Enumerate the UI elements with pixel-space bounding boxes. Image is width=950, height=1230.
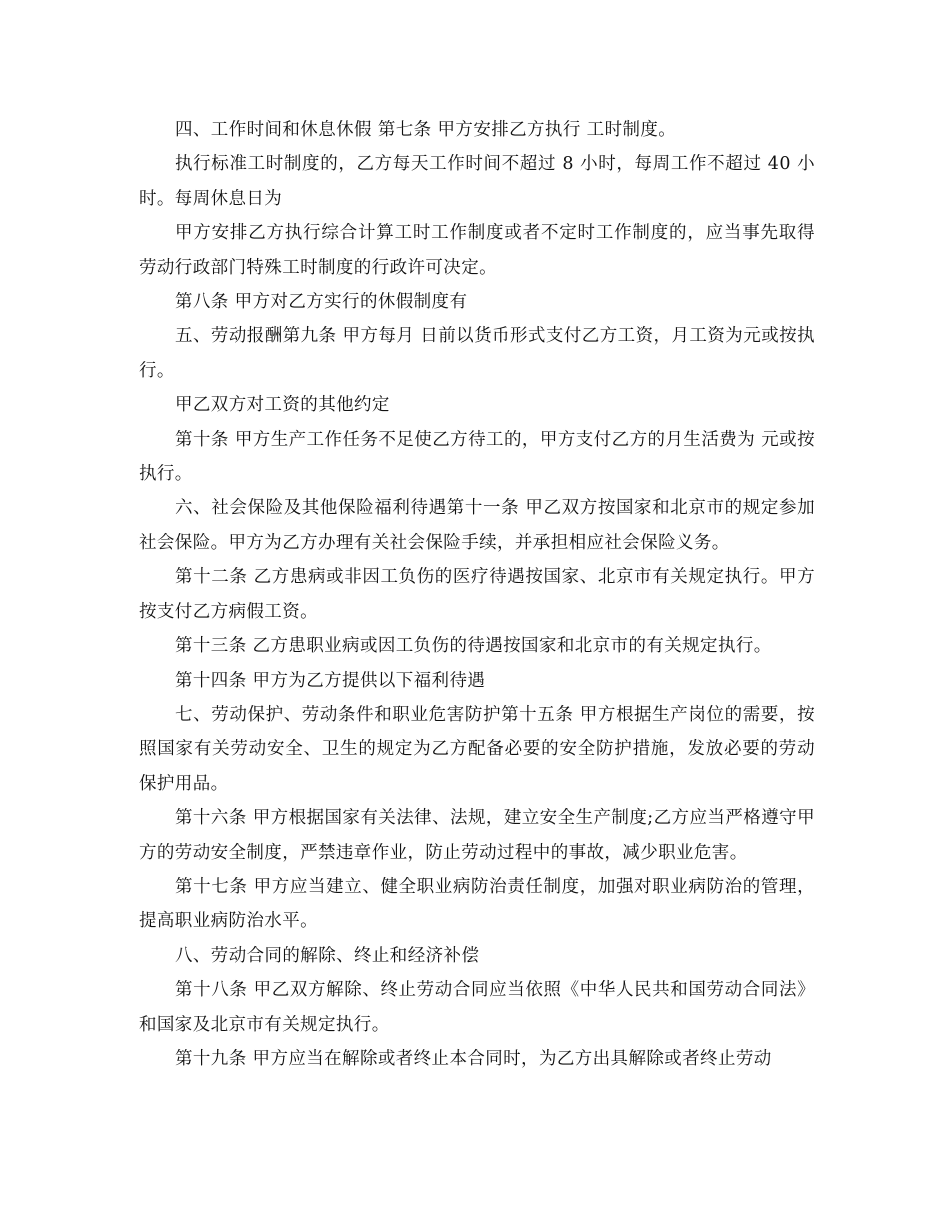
paragraph-1: 四、工作时间和休息休假 第七条 甲方安排乙方执行 工时制度。: [175, 120, 677, 140]
paragraph-15: 八、劳动合同的解除、终止和经济补偿: [175, 945, 480, 966]
paragraph-14: 第十七条 甲方应当建立、健全职业病防治责任制度，加强对职业病防治的管理，提高职业病防治水平。: [139, 876, 815, 932]
paragraph-12: 七、劳动保护、劳动条件和职业危害防护第十五条 甲方根据生产岗位的需要，按照国家有关劳动安全、卫生的规定为乙方配备必要的安全防护措施，发放必要的劳动保护用品。: [139, 704, 815, 794]
paragraph-7: 第十条 甲方生产工作任务不足使乙方待工的，甲方支付乙方的月生活费为 元或按执行。: [139, 429, 815, 485]
paragraph-3: 甲方安排乙方执行综合计算工时工作制度或者不定时工作制度的，应当事先取得劳动行政部门特殊工时制度的行政许可决定。: [139, 223, 815, 278]
paragraph-4: 第八条 甲方对乙方实行的休假制度有: [175, 292, 468, 313]
paragraph-13: 第十六条 甲方根据国家有关法律、法规，建立安全生产制度;乙方应当严格遵守甲方的劳动安全制度，严禁违章作业，防止劳动过程中的事故，减少职业危害。: [139, 808, 815, 863]
document-body: [139, 113, 815, 1076]
paragraph-5: 五、劳动报酬第九条 甲方每月 日前以货币形式支付乙方工资，月工资为元或按执行。: [139, 326, 815, 381]
paragraph-9: 第十二条 乙方患病或非因工负伤的医疗待遇按国家、北京市有关规定执行。甲方按支付乙方病假工资。: [139, 567, 815, 622]
paragraph-11: 第十四条 甲方为乙方提供以下福利待遇: [175, 670, 486, 691]
paragraph-8: 六、社会保险及其他保险福利待遇第十一条 甲乙双方按国家和北京市的规定参加社会保险。甲方为乙方办理有关社会保险手续，并承担相应社会保险义务。: [139, 498, 815, 553]
paragraph-10: 第十三条 乙方患职业病或因工负伤的待遇按国家和北京市的有关规定执行。: [175, 636, 772, 657]
paragraph-2: 执行标准工时制度的，乙方每天工作时间不超过 8 小时，每周工作不超过 40 小时。每周休息日为: [139, 154, 815, 209]
paragraph-6: 甲乙双方对工资的其他约定: [175, 395, 390, 416]
paragraph-17: 第十九条 甲方应当在解除或者终止本合同时，为乙方出具解除或者终止劳动: [175, 1048, 772, 1069]
paragraph-16: 第十八条 甲乙双方解除、终止劳动合同应当依照《中华人民共和国劳动合同法》和国家及北京市有关规定执行。: [139, 980, 815, 1035]
